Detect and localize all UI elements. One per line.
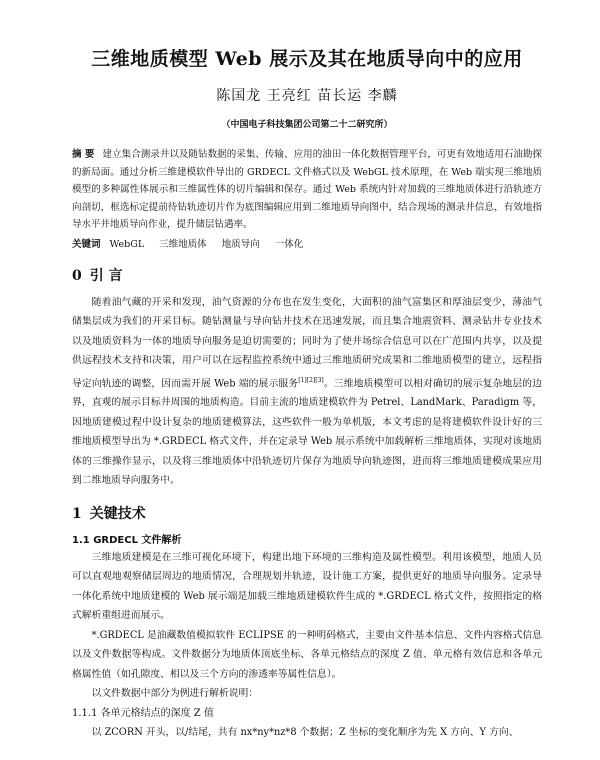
citation-ref: [1][2][3] [298, 376, 324, 384]
section-title: 引 言 [89, 267, 123, 284]
section-heading-introduction [72, 265, 542, 285]
body-paragraph: 以文件数据中部分为例进行解析说明： [91, 688, 259, 700]
paper-title: 三维地质模型 Web 展示及其在地质导向中的应用 [91, 48, 523, 70]
keywords [72, 236, 542, 253]
abstract-text: 建立集合测录井以及随钻数据的采集、传输、应用的油田一体化数据管理平台，可更有效地适用石油勘探的新局面。通过分析三维建模软件导出的 GRDECL 文件格式以及 WebGL 技术原理，在 Web 端实现三维地质模型的多种属性体展示和三维属性体的切片编辑和保存。通过 Web 系统内针对加载的三维地质体进行沿轨迹方向剖切，框选标定提前待钻轨迹切片作为底图编辑应用到二维地质导向图中，结合现场的测录井信息，有效地指导水平井地质导向作业，提升储层钻遇率。 [72, 149, 542, 230]
abstract [72, 146, 542, 234]
section-title: 关键技术 [89, 505, 146, 522]
section-number: 0 [72, 267, 82, 284]
subsection-heading: 1.1 GRDECL 文件解析 [72, 534, 182, 546]
paragraph-text: 随着油气藏的开采和发现，油气资源的分布也在发生变化，大面积的油气富集区和厚油层变少，薄油气储集层成为我们的开采目标。随钻测量与导向钻井技术在迅速发展，而且集合地震资料、测录钻井专业技术以及地质资料为一体的地质导向服务是迫切需要的；同时为了使井场综合信息可以在广范围内共享，以及提供远程技术支持和决策，用户可以在远程监控系统中通过三维地质研究成果和二维地质模型的建立，远程指导定向轨迹的调整，因而需开展 Web 端的展示服务 [72, 296, 542, 389]
body-paragraph: *.GRDECL 是油藏数值模拟软件 ECLIPSE 的一种明码格式，主要由文件基本信息、文件内容格式信息以及文件数据等构成。文件数据分为地质体顶底坐标、各单元格结点的深度 Z 值、单元格有效信息和各单元格属性值（如孔隙度、相以及三个方向的渗透率等属性信息）。 [72, 629, 542, 680]
body-paragraph [72, 293, 542, 491]
abstract-label: 摘 要 [72, 149, 95, 160]
keywords-label: 关键词 [72, 238, 101, 250]
keyword: 三维地质体 [159, 238, 207, 250]
keyword: WebGL [109, 238, 145, 250]
subsubsection-heading: 1.1.1 各单元格结点的深度 Z 值 [72, 707, 214, 719]
author-list: 陈国龙 王亮红 苗长运 李麟 [216, 88, 398, 104]
paragraph-text: 。三维地质模型可以相对确切的展示复杂地层的边界，直观的展示目标井周围的地质构造。目前主流的地质建模软件为 Petrel、LandMark、Paradigm 等，因地质建模过程中设计复杂的地质建模算法，这些软件一般为单机版，本文考虑的是将建模软件设计好的三维地质模型导出为 *.GRDECL 格式文件，并在定录导 Web 展示系统中加载解析三维地质体，实现对该地质体的三维操作显示，以及将三维地质体中沿轨迹切片保存为地质导向轨迹图，进而将三维地质建模成果应用到二维地质导向服务中。 [72, 377, 542, 487]
section-heading-key-tech [72, 503, 542, 523]
section-number: 1 [72, 505, 82, 522]
body-paragraph: 三维地质建模是在三维可视化环境下，构建出地下环境的三维构造及属性模型。利用该模型，地质人员可以直观地观察储层周边的地质情况，合理规划井轨迹，设计施工方案，提供更好的地质导向服务。定录导一体化系统中地质建模的 Web 展示端是加载三维地质建模软件生成的 *.GRDECL 格式文件，按照指定的格式解析重组进而展示。 [72, 551, 542, 622]
affiliation: （中国电子科技集团公司第二十二研究所） [221, 120, 393, 130]
body-paragraph: 以 ZCORN 开头，以/结尾，共有 nx*ny*nz*8 个数据；Z 坐标的变化顺序为先 X 方向、Y 方向、 [91, 726, 519, 738]
keyword: 一体化 [274, 238, 304, 250]
keyword: 地质导向 [221, 238, 260, 250]
